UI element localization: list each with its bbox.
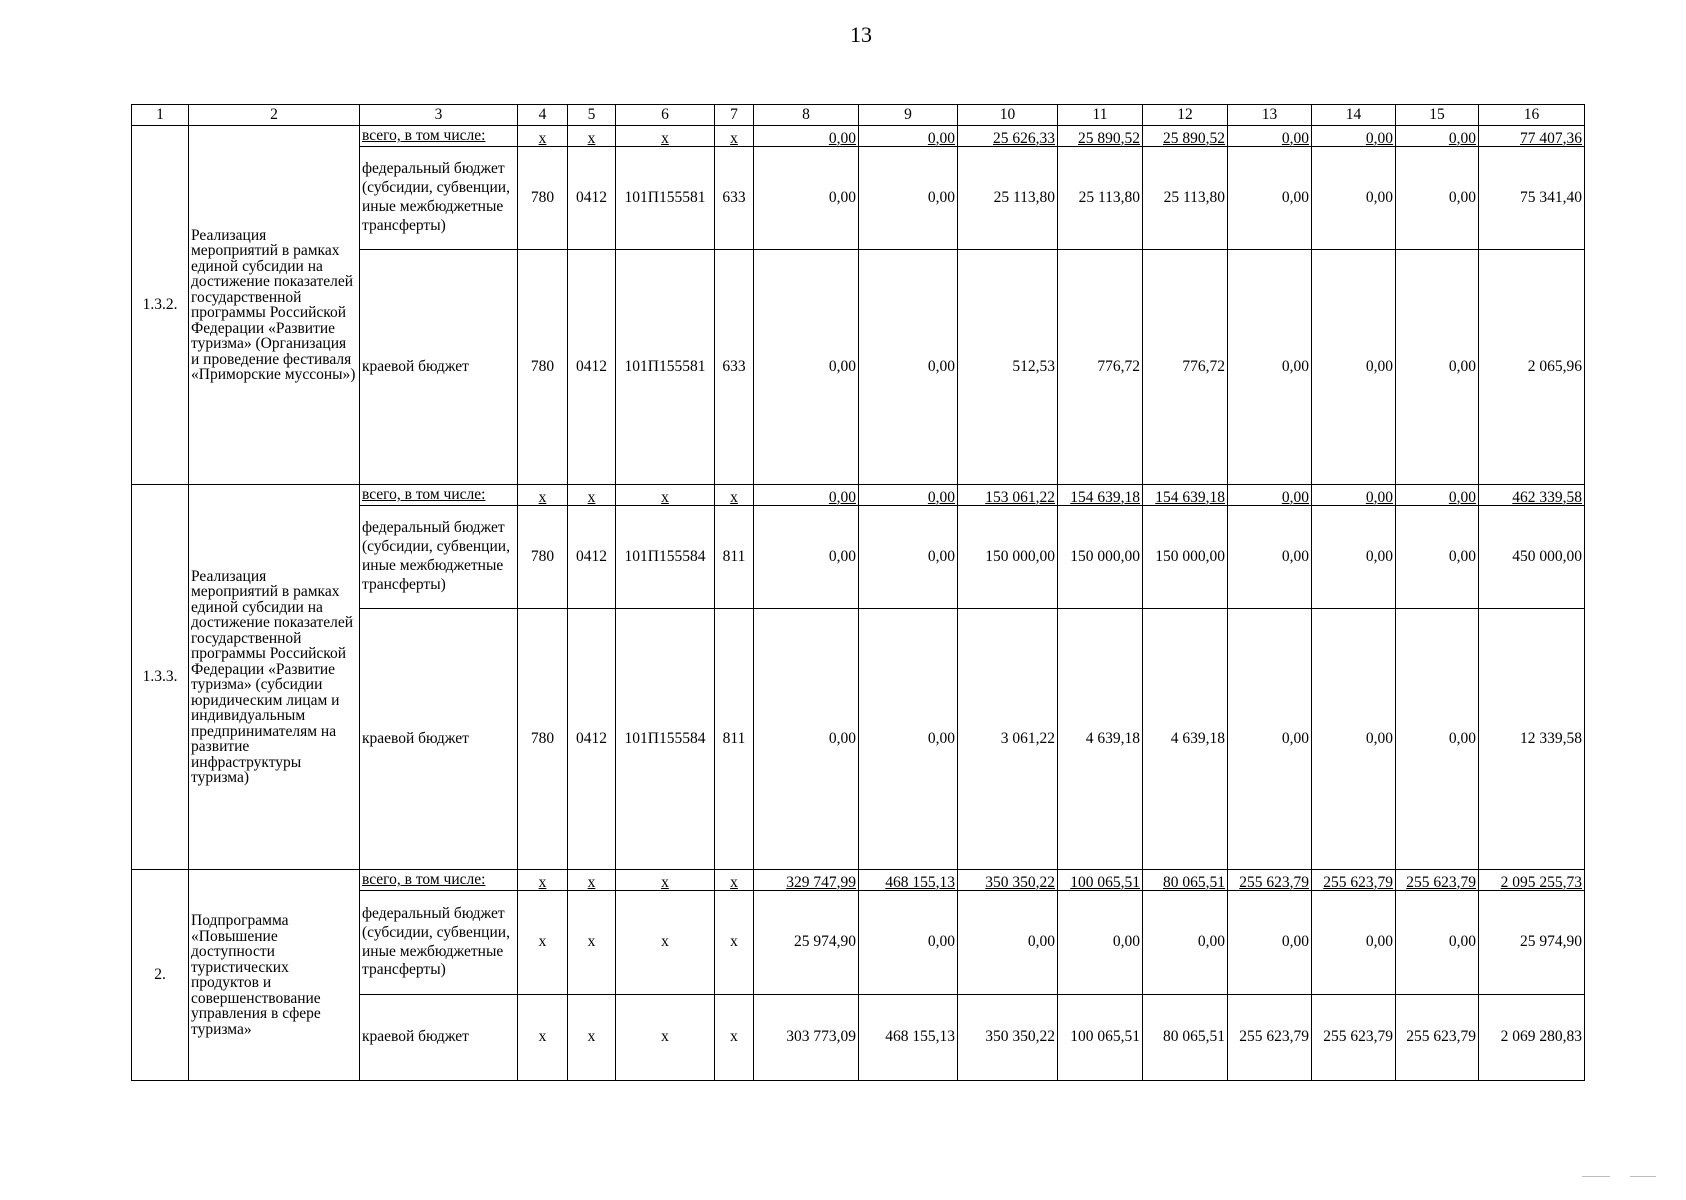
amount-cell: 0,00 bbox=[958, 891, 1058, 995]
code-cell: x bbox=[616, 995, 715, 1081]
code-cell: x bbox=[715, 870, 754, 891]
code-cell: x bbox=[616, 126, 715, 147]
code-cell: x bbox=[715, 126, 754, 147]
funding-source: всего, в том числе: bbox=[360, 870, 518, 891]
amount-cell: 0,00 bbox=[859, 126, 958, 147]
amount-cell: 25 890,52 bbox=[1143, 126, 1228, 147]
column-number: 16 bbox=[1479, 105, 1585, 126]
item-name: Реализация мероприятий в рамках единой субсидии на достижение показателей государственной программы Российской Федерации «Развитие туризма» (субсидии юридическим лицам и индивидуальным предпринимателям на развитие инфраструктуры туризма) bbox=[189, 485, 360, 870]
code-cell: 0412 bbox=[568, 506, 616, 609]
code-cell: x bbox=[518, 126, 568, 147]
column-number: 12 bbox=[1143, 105, 1228, 126]
column-number: 5 bbox=[568, 105, 616, 126]
column-number: 15 bbox=[1396, 105, 1479, 126]
amount-cell: 0,00 bbox=[859, 250, 958, 485]
column-number: 6 bbox=[616, 105, 715, 126]
code-cell: x bbox=[616, 485, 715, 506]
amount-cell: 12 339,58 bbox=[1479, 609, 1585, 870]
amount-cell: 25 626,33 bbox=[958, 126, 1058, 147]
code-cell: x bbox=[715, 891, 754, 995]
column-number: 8 bbox=[754, 105, 859, 126]
table-row-total bbox=[132, 485, 1585, 506]
amount-cell: 0,00 bbox=[1143, 891, 1228, 995]
amount-cell: 2 069 280,83 bbox=[1479, 995, 1585, 1081]
funding-source: федеральный бюджет (субсидии, субвенции, иные межбюджетные трансферты) bbox=[360, 506, 518, 609]
amount-cell: 0,00 bbox=[1228, 485, 1312, 506]
item-index: 1.3.2. bbox=[132, 126, 189, 485]
amount-cell: 0,00 bbox=[859, 609, 958, 870]
amount-cell: 255 623,79 bbox=[1228, 870, 1312, 891]
code-cell: 0412 bbox=[568, 250, 616, 485]
code-cell: 780 bbox=[518, 147, 568, 250]
scan-artifact bbox=[1582, 1176, 1610, 1177]
code-cell: 0412 bbox=[568, 147, 616, 250]
code-cell: 811 bbox=[715, 506, 754, 609]
amount-cell: 462 339,58 bbox=[1479, 485, 1585, 506]
funding-source: всего, в том числе: bbox=[360, 485, 518, 506]
amount-cell: 0,00 bbox=[1228, 506, 1312, 609]
amount-cell: 150 000,00 bbox=[958, 506, 1058, 609]
amount-cell: 0,00 bbox=[754, 250, 859, 485]
code-cell: 780 bbox=[518, 506, 568, 609]
code-cell: x bbox=[518, 870, 568, 891]
funding-source: всего, в том числе: bbox=[360, 126, 518, 147]
code-cell: 101П155584 bbox=[616, 506, 715, 609]
amount-cell: 0,00 bbox=[754, 147, 859, 250]
amount-cell: 25 974,90 bbox=[754, 891, 859, 995]
amount-cell: 25 113,80 bbox=[1143, 147, 1228, 250]
amount-cell: 0,00 bbox=[859, 147, 958, 250]
amount-cell: 350 350,22 bbox=[958, 995, 1058, 1081]
code-cell: x bbox=[616, 870, 715, 891]
funding-source: краевой бюджет bbox=[360, 250, 518, 485]
code-cell: x bbox=[518, 485, 568, 506]
code-cell: 101П155581 bbox=[616, 250, 715, 485]
item-index: 2. bbox=[132, 870, 189, 1081]
column-number-row bbox=[132, 105, 1585, 126]
item-index: 1.3.3. bbox=[132, 485, 189, 870]
amount-cell: 0,00 bbox=[1312, 609, 1396, 870]
amount-cell: 0,00 bbox=[859, 891, 958, 995]
code-cell: 780 bbox=[518, 250, 568, 485]
amount-cell: 4 639,18 bbox=[1058, 609, 1143, 870]
code-cell: x bbox=[568, 126, 616, 147]
item-name: Подпрограмма «Повышение доступности туристических продуктов и совершенствование управления в сфере туризма» bbox=[189, 870, 360, 1081]
amount-cell: 0,00 bbox=[1228, 609, 1312, 870]
code-cell: 811 bbox=[715, 609, 754, 870]
page-number: 13 bbox=[850, 22, 872, 47]
column-number: 9 bbox=[859, 105, 958, 126]
amount-cell: 0,00 bbox=[754, 609, 859, 870]
amount-cell: 0,00 bbox=[859, 506, 958, 609]
amount-cell: 255 623,79 bbox=[1312, 995, 1396, 1081]
amount-cell: 153 061,22 bbox=[958, 485, 1058, 506]
amount-cell: 0,00 bbox=[1312, 485, 1396, 506]
code-cell: 780 bbox=[518, 609, 568, 870]
amount-cell: 25 113,80 bbox=[1058, 147, 1143, 250]
amount-cell: 255 623,79 bbox=[1228, 995, 1312, 1081]
scan-artifact bbox=[1630, 1176, 1656, 1177]
amount-cell: 0,00 bbox=[1396, 250, 1479, 485]
amount-cell: 80 065,51 bbox=[1143, 870, 1228, 891]
amount-cell: 0,00 bbox=[754, 485, 859, 506]
amount-cell: 329 747,99 bbox=[754, 870, 859, 891]
budget-table bbox=[131, 104, 1585, 1081]
amount-cell: 776,72 bbox=[1058, 250, 1143, 485]
amount-cell: 100 065,51 bbox=[1058, 870, 1143, 891]
amount-cell: 0,00 bbox=[1312, 506, 1396, 609]
amount-cell: 4 639,18 bbox=[1143, 609, 1228, 870]
amount-cell: 0,00 bbox=[1312, 891, 1396, 995]
amount-cell: 154 639,18 bbox=[1143, 485, 1228, 506]
amount-cell: 0,00 bbox=[1396, 609, 1479, 870]
amount-cell: 0,00 bbox=[1228, 250, 1312, 485]
amount-cell: 25 890,52 bbox=[1058, 126, 1143, 147]
code-cell: x bbox=[568, 485, 616, 506]
table-row-total bbox=[132, 126, 1585, 147]
code-cell: x bbox=[616, 891, 715, 995]
amount-cell: 512,53 bbox=[958, 250, 1058, 485]
funding-source: краевой бюджет bbox=[360, 609, 518, 870]
column-number: 13 bbox=[1228, 105, 1312, 126]
amount-cell: 150 000,00 bbox=[1058, 506, 1143, 609]
column-number: 4 bbox=[518, 105, 568, 126]
amount-cell: 0,00 bbox=[754, 506, 859, 609]
code-cell: x bbox=[568, 870, 616, 891]
column-number: 7 bbox=[715, 105, 754, 126]
amount-cell: 0,00 bbox=[1312, 147, 1396, 250]
funding-source: краевой бюджет bbox=[360, 995, 518, 1081]
amount-cell: 25 974,90 bbox=[1479, 891, 1585, 995]
amount-cell: 25 113,80 bbox=[958, 147, 1058, 250]
column-number: 3 bbox=[360, 105, 518, 126]
code-cell: x bbox=[715, 995, 754, 1081]
amount-cell: 80 065,51 bbox=[1143, 995, 1228, 1081]
code-cell: 633 bbox=[715, 147, 754, 250]
amount-cell: 3 061,22 bbox=[958, 609, 1058, 870]
amount-cell: 0,00 bbox=[1396, 147, 1479, 250]
amount-cell: 0,00 bbox=[754, 126, 859, 147]
column-number: 2 bbox=[189, 105, 360, 126]
code-cell: x bbox=[568, 995, 616, 1081]
amount-cell: 303 773,09 bbox=[754, 995, 859, 1081]
code-cell: 101П155584 bbox=[616, 609, 715, 870]
amount-cell: 468 155,13 bbox=[859, 870, 958, 891]
amount-cell: 0,00 bbox=[1312, 250, 1396, 485]
column-number: 14 bbox=[1312, 105, 1396, 126]
amount-cell: 776,72 bbox=[1143, 250, 1228, 485]
amount-cell: 0,00 bbox=[1058, 891, 1143, 995]
amount-cell: 255 623,79 bbox=[1396, 870, 1479, 891]
code-cell: 101П155581 bbox=[616, 147, 715, 250]
amount-cell: 255 623,79 bbox=[1312, 870, 1396, 891]
code-cell: x bbox=[518, 891, 568, 995]
amount-cell: 100 065,51 bbox=[1058, 995, 1143, 1081]
amount-cell: 2 065,96 bbox=[1479, 250, 1585, 485]
amount-cell: 0,00 bbox=[1312, 126, 1396, 147]
amount-cell: 0,00 bbox=[1396, 485, 1479, 506]
amount-cell: 255 623,79 bbox=[1396, 995, 1479, 1081]
amount-cell: 0,00 bbox=[1228, 126, 1312, 147]
amount-cell: 154 639,18 bbox=[1058, 485, 1143, 506]
amount-cell: 468 155,13 bbox=[859, 995, 958, 1081]
amount-cell: 150 000,00 bbox=[1143, 506, 1228, 609]
code-cell: x bbox=[715, 485, 754, 506]
amount-cell: 0,00 bbox=[1396, 891, 1479, 995]
amount-cell: 350 350,22 bbox=[958, 870, 1058, 891]
amount-cell: 0,00 bbox=[859, 485, 958, 506]
code-cell: 633 bbox=[715, 250, 754, 485]
funding-source: федеральный бюджет (субсидии, субвенции, иные межбюджетные трансферты) bbox=[360, 147, 518, 250]
amount-cell: 450 000,00 bbox=[1479, 506, 1585, 609]
amount-cell: 0,00 bbox=[1228, 147, 1312, 250]
amount-cell: 77 407,36 bbox=[1479, 126, 1585, 147]
code-cell: x bbox=[518, 995, 568, 1081]
table-row-total bbox=[132, 870, 1585, 891]
column-number: 11 bbox=[1058, 105, 1143, 126]
code-cell: x bbox=[568, 891, 616, 995]
column-number: 10 bbox=[958, 105, 1058, 126]
column-number: 1 bbox=[132, 105, 189, 126]
funding-source: федеральный бюджет (субсидии, субвенции, иные межбюджетные трансферты) bbox=[360, 891, 518, 995]
amount-cell: 0,00 bbox=[1228, 891, 1312, 995]
item-name: Реализация мероприятий в рамках единой субсидии на достижение показателей государственной программы Российской Федерации «Развитие туризма» (Организация и проведение фестиваля «Приморские муссоны») bbox=[189, 126, 360, 485]
code-cell: 0412 bbox=[568, 609, 616, 870]
amount-cell: 0,00 bbox=[1396, 126, 1479, 147]
amount-cell: 75 341,40 bbox=[1479, 147, 1585, 250]
amount-cell: 2 095 255,73 bbox=[1479, 870, 1585, 891]
amount-cell: 0,00 bbox=[1396, 506, 1479, 609]
